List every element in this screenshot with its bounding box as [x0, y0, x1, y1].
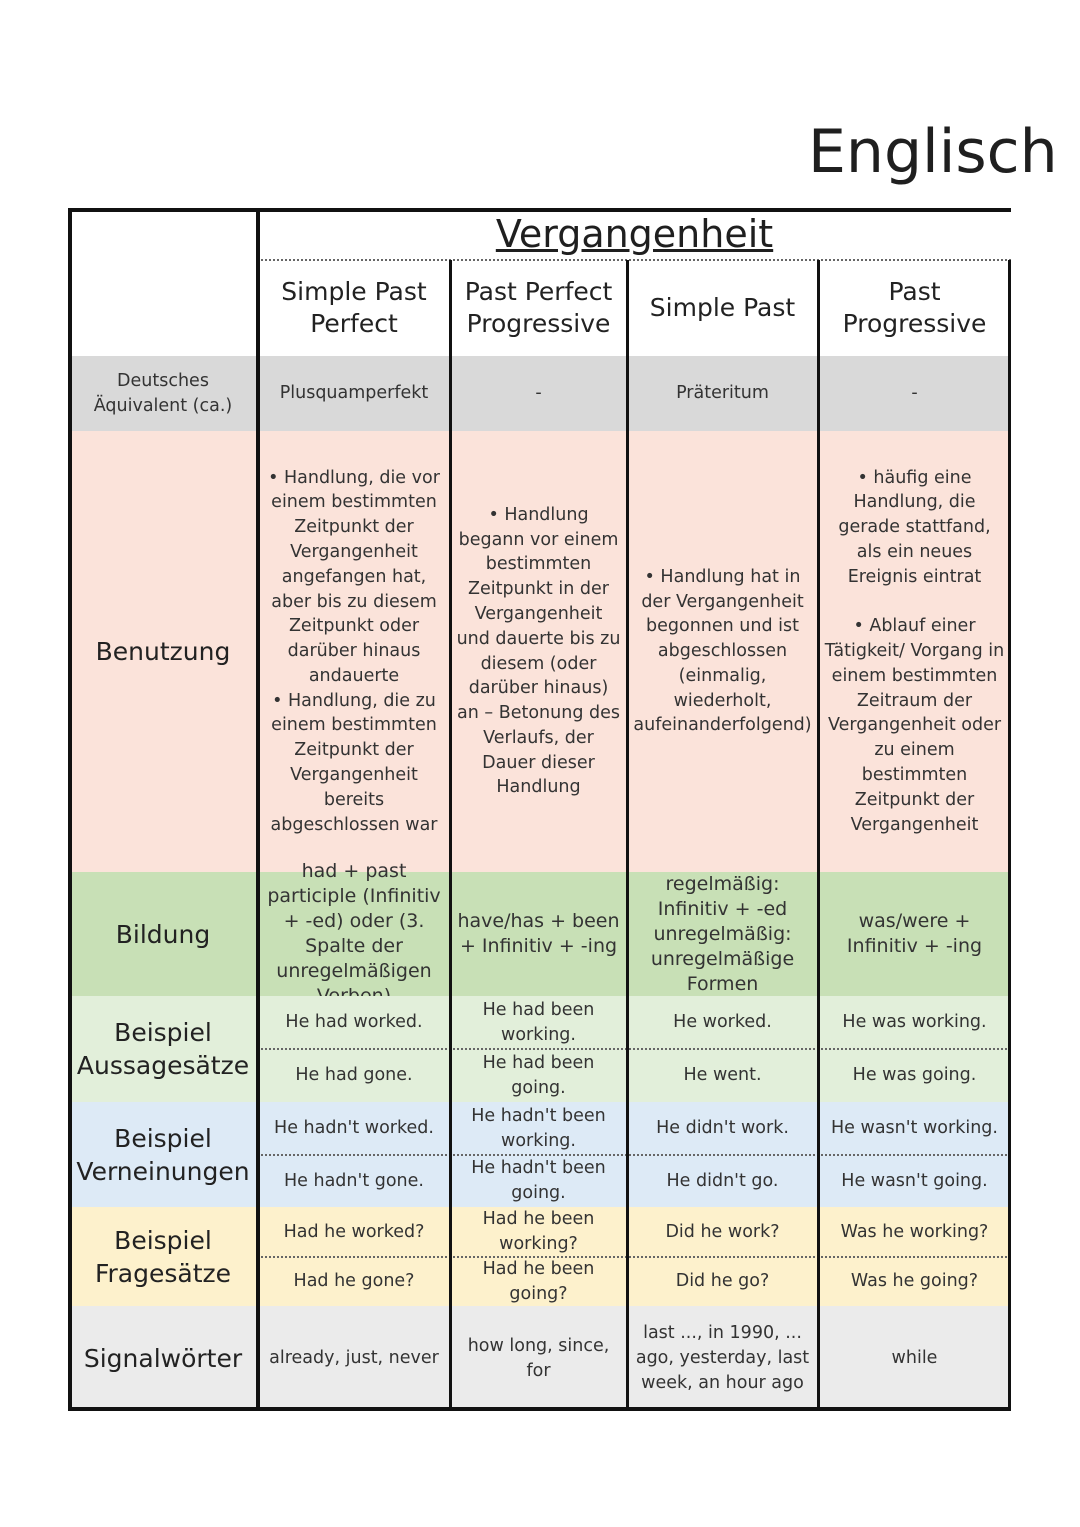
- row-label-formation: [68, 872, 258, 996]
- cell-statements-example-text: He worked.: [673, 1012, 772, 1033]
- row-label-german: [68, 356, 258, 431]
- cell-statements-example-text: He was going.: [852, 1065, 977, 1086]
- cell-statements-example: [450, 996, 627, 1049]
- cell-questions-example: [818, 1257, 1011, 1306]
- column-header: [627, 260, 818, 356]
- cell-formation-text: regelmäßig: Infinitiv + -ed unregelmäßig: unregelmäßige Formen: [650, 872, 795, 995]
- cell-negations-example-text: He hadn't gone.: [284, 1170, 424, 1191]
- cell-questions-example-text: Had he been working?: [482, 1209, 595, 1254]
- cell-questions-example: [627, 1257, 818, 1306]
- dotted-divider: [258, 259, 1011, 261]
- cell-negations-example-text: He hadn't been going.: [471, 1158, 606, 1203]
- column-header-text: Simple Past Perfect: [281, 277, 427, 338]
- column-divider: [449, 260, 452, 1411]
- cell-questions-example-text: Had he been going?: [482, 1258, 595, 1304]
- table-border-left: [68, 208, 72, 1411]
- cell-german: [258, 356, 450, 431]
- cell-formation: [450, 872, 627, 996]
- cell-statements-example-text: He had gone.: [295, 1065, 413, 1086]
- cell-negations-example: [627, 1102, 818, 1155]
- cell-negations-example: [818, 1155, 1011, 1207]
- cell-usage-text: • häufig eine Handlung, die gerade stattfand, als ein neues Ereignis eintrat • Ablauf einer Tätigkeit/ Vorgang in einem bestimmten Zeitraum der Vergangenheit oder zu einem bestimmten Zeitpunkt der Vergangenheit: [824, 467, 1005, 835]
- row-label-questions: [68, 1207, 258, 1306]
- page-title: Englisch: [808, 117, 1058, 187]
- column-divider: [817, 260, 820, 1411]
- cell-questions-example-text: Was he going?: [850, 1271, 979, 1292]
- cell-negations-example: [450, 1155, 627, 1207]
- dotted-divider: [258, 1048, 1011, 1050]
- cell-negations-example-text: He wasn't working.: [831, 1118, 998, 1139]
- cell-signals-text: while: [891, 1348, 938, 1369]
- cell-negations-example-text: He hadn't been working.: [471, 1105, 606, 1151]
- column-header-text: Past Perfect Progressive: [464, 277, 613, 338]
- cell-negations-example-text: He hadn't worked.: [274, 1118, 434, 1139]
- cell-negations-example-text: He wasn't going.: [841, 1170, 988, 1191]
- cell-signals: [627, 1306, 818, 1411]
- cell-negations-example: [258, 1102, 450, 1155]
- cell-formation: [627, 872, 818, 996]
- table-border-right: [1008, 260, 1011, 1411]
- cell-formation: [258, 860, 450, 996]
- column-header-text: Past Progressive: [842, 277, 987, 338]
- cell-usage: [818, 431, 1011, 872]
- cell-questions-example: [258, 1207, 450, 1257]
- dotted-divider: [258, 1154, 1011, 1156]
- cell-negations-example: [450, 1102, 627, 1155]
- cell-german-text: -: [535, 383, 542, 404]
- cell-questions-example: [818, 1207, 1011, 1257]
- cell-german-text: Plusquamperfekt: [279, 383, 429, 404]
- column-header: [818, 260, 1011, 356]
- cell-questions-example-text: Did he work?: [665, 1221, 780, 1242]
- cell-usage: [627, 431, 818, 872]
- cell-usage-text: • Handlung hat in der Vergangenheit begonnen und ist abgeschlossen (einmalig, wiederholt, aufeinanderfolgend): [633, 566, 812, 736]
- row-label-signals: [68, 1306, 258, 1411]
- column-divider: [626, 260, 629, 1411]
- cell-signals: [450, 1306, 627, 1411]
- column-header-text: Simple Past: [649, 293, 796, 322]
- cell-questions-example-text: Was he working?: [840, 1221, 989, 1242]
- cell-german: [627, 356, 818, 431]
- cell-statements-example: [627, 1049, 818, 1102]
- cell-questions-example-text: Did he go?: [675, 1271, 770, 1292]
- cell-german: [818, 356, 1011, 431]
- cell-formation: [818, 872, 1011, 996]
- cell-negations-example-text: He didn't work.: [656, 1118, 789, 1139]
- cell-formation-text: had + past participle (Infinitiv + -ed) oder (3. Spalte der unregelmäßigen: [267, 860, 441, 982]
- cell-statements-example: [818, 996, 1011, 1049]
- cell-german-text: -: [911, 383, 918, 404]
- cell-signals: [818, 1306, 1011, 1411]
- row-label-statements-text: Beispiel Aussagesätze: [76, 1018, 250, 1080]
- group-header-vergangenheit: Vergangenheit: [495, 212, 774, 256]
- cell-signals: [258, 1306, 450, 1411]
- cell-questions-example: [450, 1257, 627, 1306]
- cell-negations-example: [627, 1155, 818, 1207]
- cell-german-text: Präteritum: [676, 383, 769, 404]
- table-border-bottom: [68, 1407, 1011, 1411]
- cell-signals-text: last ..., in 1990, ... ago, yesterday, last week, an hour ago: [635, 1323, 810, 1393]
- row-label-usage-text: Benutzung: [95, 637, 231, 666]
- cell-negations-example-text: He didn't go.: [666, 1170, 779, 1191]
- row-label-signals-text: Signalwörter: [83, 1344, 243, 1373]
- cell-statements-example-text: He went.: [683, 1065, 762, 1086]
- cell-statements-example: [627, 996, 818, 1049]
- cell-statements-example-text: He had worked.: [285, 1012, 423, 1033]
- cell-negations-example: [258, 1155, 450, 1207]
- column-header: [450, 260, 627, 356]
- cell-statements-example: [258, 996, 450, 1049]
- row-label-questions-text: Beispiel Fragesätze: [94, 1225, 232, 1288]
- table-border-top: [68, 208, 1011, 212]
- cell-statements-example: [818, 1049, 1011, 1102]
- row-label-negations-text: Beispiel Verneinungen: [76, 1123, 250, 1186]
- row-label-german-text: Deutsches Äquivalent (ca.): [93, 370, 233, 416]
- cell-statements-example-text: He was working.: [842, 1012, 987, 1033]
- cell-usage: [258, 431, 450, 872]
- cell-questions-example: [450, 1207, 627, 1257]
- cell-formation-text: was/were + Infinitiv + -ing: [846, 910, 983, 957]
- cell-statements-example: [258, 1049, 450, 1102]
- dotted-divider: [258, 1256, 1011, 1258]
- cell-questions-example: [627, 1207, 818, 1257]
- cell-signals-text: how long, since, for: [467, 1335, 610, 1381]
- cell-statements-example: [450, 1049, 627, 1102]
- cell-usage-text: • Handlung begann vor einem bestimmten Zeitpunkt in der Vergangenheit und dauerte bis zu diesem (oder darüber hinaus) an – Betonung des Verlaufs, der Dauer dieser Handlung: [456, 504, 621, 798]
- cell-signals-text: already, just, never: [269, 1348, 439, 1369]
- cell-questions-example-text: Had he worked?: [283, 1221, 425, 1242]
- cell-usage-text: • Handlung, die vor einem bestimmten Zeitpunkt der Vergangenheit angefangen hat, aber bis zu diesem Zeitpunkt oder darüber hinaus andauerte • Handlung, die zu einem bestimmten Zeitpunkt der Vergangenheit bereits abgeschlossen war: [268, 467, 440, 835]
- row-label-statements: [68, 996, 258, 1102]
- cell-german: [450, 356, 627, 431]
- cell-usage: [450, 431, 627, 872]
- cell-negations-example: [818, 1102, 1011, 1155]
- cell-statements-example-text: He had been working.: [482, 999, 595, 1045]
- row-label-formation-text: Bildung: [115, 919, 211, 949]
- row-label-usage: [68, 431, 258, 872]
- column-header: [258, 260, 450, 356]
- column-divider: [256, 208, 260, 1411]
- cell-questions-example-text: Had he gone?: [293, 1271, 415, 1292]
- cell-statements-example-text: He had been going.: [482, 1052, 595, 1098]
- cell-formation-text: have/has + been + Infinitiv + -ing: [457, 910, 620, 957]
- cell-questions-example: [258, 1257, 450, 1306]
- row-label-negations: [68, 1102, 258, 1207]
